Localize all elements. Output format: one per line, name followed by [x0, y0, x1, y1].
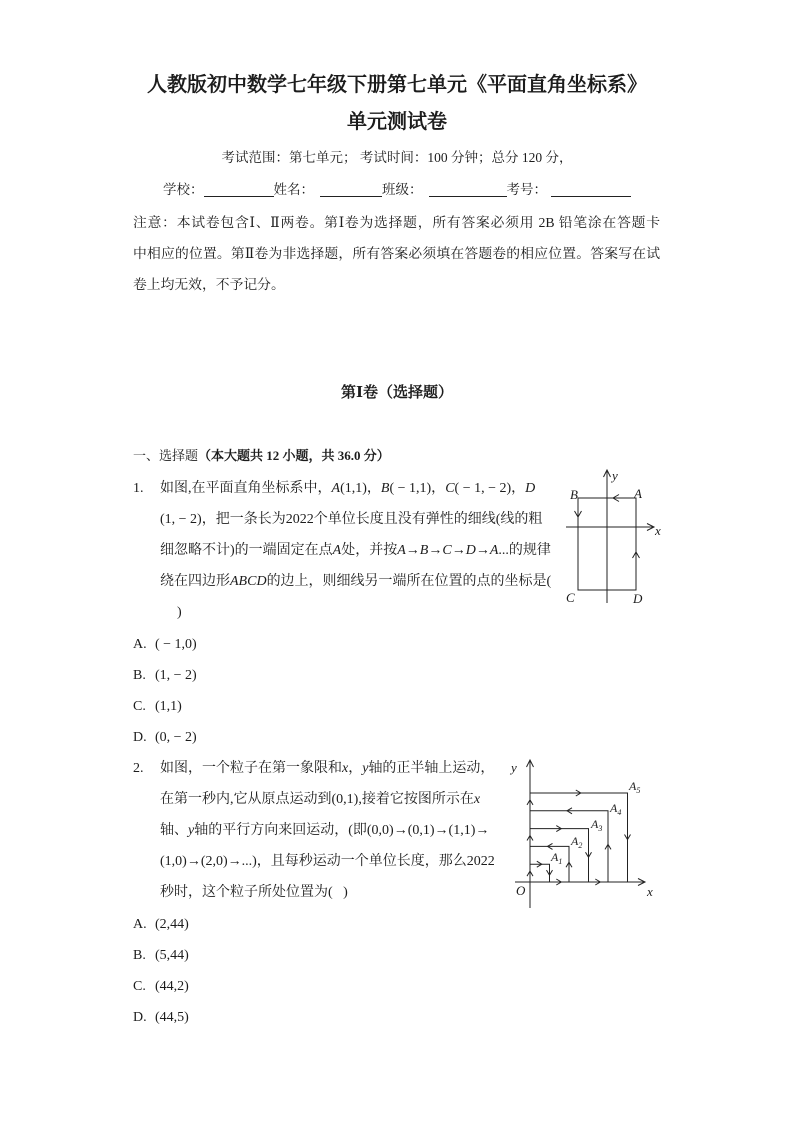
text-run: →: [475, 543, 490, 558]
figure-1-x-label: x: [655, 523, 661, 538]
text-run: 细忽略不计)的一端固定在点: [160, 543, 333, 558]
notice-line: 卷上均无效，不予记分。: [133, 277, 285, 292]
math-variable: C: [445, 481, 455, 496]
figure-1-rectangle-diagram: [566, 468, 661, 606]
option-text: (44,2): [155, 979, 189, 994]
point-label-a3: [590, 817, 602, 833]
notice-line: 注意：本试卷包含Ⅰ、Ⅱ两卷。第Ⅰ卷为选择题，所有答案必须用 2B 铅笔涂在答题卡: [133, 215, 660, 230]
figure-2-origin-label: O: [516, 883, 526, 898]
option-text: (44,5): [155, 1010, 189, 1025]
label-letter: A: [610, 801, 618, 815]
section-title: 一、选择题: [133, 448, 199, 463]
math-variable: ABCD: [230, 574, 267, 589]
option-label: C.: [133, 699, 146, 714]
text-run: (1,1)，: [340, 481, 381, 496]
figure-2-y-label: y: [511, 760, 517, 775]
text-run: →: [428, 543, 443, 558]
text-run: ...的规律: [498, 543, 551, 558]
exam-number-label: 考号：: [506, 182, 547, 197]
section-detail: （本大题共 12 小题，共 36.0 分）: [198, 448, 390, 463]
figure-1-y-label: y: [612, 468, 618, 483]
option-text: (1, − 2): [155, 668, 197, 683]
text-run: ( − 1, − 2)，: [454, 481, 526, 496]
label-letter: A: [571, 834, 579, 848]
option-text: (1,1): [155, 699, 182, 714]
vertex-label-b: B: [570, 487, 578, 502]
option-label: A.: [133, 637, 147, 652]
title-line-1: 人教版初中数学七年级下册第七单元《平面直角坐标系》: [147, 74, 647, 96]
label-subscript: 3: [598, 824, 603, 833]
label-letter: A: [591, 817, 599, 831]
text-run: 轴的正半轴上运动，: [368, 761, 495, 776]
text-run: →: [405, 543, 420, 558]
question-number: 2.: [133, 761, 144, 776]
math-variable: D: [525, 481, 536, 496]
part-title: 第Ⅰ卷（选择题）: [340, 385, 454, 401]
text-run: ( − 1,1)，: [389, 481, 446, 496]
text-run: 轴、: [160, 823, 188, 838]
math-variable: A: [489, 543, 499, 558]
figure-2-particle-path-diagram: [509, 760, 653, 908]
option-label: A.: [133, 917, 147, 932]
option-label: B.: [133, 948, 146, 963]
math-variable: y: [362, 761, 369, 776]
math-variable: x: [473, 792, 481, 807]
math-variable: y: [188, 823, 195, 838]
math-variable: D: [465, 543, 476, 558]
school-label: 学校：: [163, 182, 204, 197]
name-label: 姓名：: [273, 182, 314, 197]
math-variable: A: [397, 543, 406, 558]
point-label-a4: [609, 801, 621, 817]
option-text: (5,44): [155, 948, 189, 963]
option-label: B.: [133, 668, 146, 683]
option-text: (2,44): [155, 917, 189, 932]
notice-line: 中相应的位置。第Ⅱ卷为非选择题，所有答案必须填在答题卷的相应位置。答案写在试: [133, 246, 660, 261]
text-run: (1, − 2)，把一条长为2022个单位长度且没有弹性的细线(线的粗: [160, 512, 543, 527]
math-variable: x: [342, 761, 349, 776]
vertex-label-a: A: [634, 486, 642, 501]
point-label-a2: [570, 834, 582, 850]
text-run: 在第一秒内,它从原点运动到(0,1),接着它按图所示在: [160, 792, 474, 807]
label-subscript: 1: [558, 857, 563, 866]
figure-2-x-label: x: [647, 884, 653, 899]
option-label: D.: [133, 1010, 147, 1025]
text-run: 的边上，则细线另一端所在位置的点的坐标是(: [266, 574, 552, 589]
label-subscript: 2: [578, 841, 583, 850]
question-number: 1.: [133, 481, 144, 496]
label-letter: A: [551, 850, 559, 864]
title-line-2: 单元测试卷: [347, 111, 447, 133]
text-run: 秒时，这个粒子所处位置为( ): [160, 885, 348, 900]
option-text: (0, − 2): [155, 730, 197, 745]
text-run: 处，并按: [341, 543, 398, 558]
text-run: (1,0)→(2,0)→...)，且每秒运动一个单位长度，那么2022: [160, 854, 495, 869]
point-label-a5: [628, 779, 640, 795]
option-label: D.: [133, 730, 147, 745]
option-text: ( − 1,0): [155, 637, 197, 652]
text-run: 如图,在平面直角坐标系中，: [160, 481, 332, 496]
class-label: 班级：: [382, 182, 423, 197]
text-run: 绕在四边形: [160, 574, 230, 589]
math-variable: A: [331, 481, 341, 496]
label-subscript: 4: [617, 808, 622, 817]
vertex-label-c: C: [566, 590, 575, 605]
exam-info: 考试范围：第七单元； 考试时间：100 分钟；总分 120 分，: [221, 150, 573, 165]
label-letter: A: [629, 779, 637, 793]
text-run: ): [177, 605, 182, 620]
option-label: C.: [133, 979, 146, 994]
point-label-a1: [550, 850, 562, 866]
math-variable: A: [332, 543, 342, 558]
text-run: 轴的平行方向来回运动，(即(0,0)→(0,1)→(1,1)→: [194, 823, 490, 838]
math-variable: B: [419, 543, 429, 558]
text-run: ，: [348, 761, 363, 776]
text-run: 如图，一个粒子在第一象限和: [160, 761, 342, 776]
math-variable: C: [442, 543, 452, 558]
label-subscript: 5: [636, 786, 641, 795]
math-variable: B: [380, 481, 390, 496]
vertex-label-d: D: [633, 591, 643, 606]
text-run: →: [451, 543, 466, 558]
